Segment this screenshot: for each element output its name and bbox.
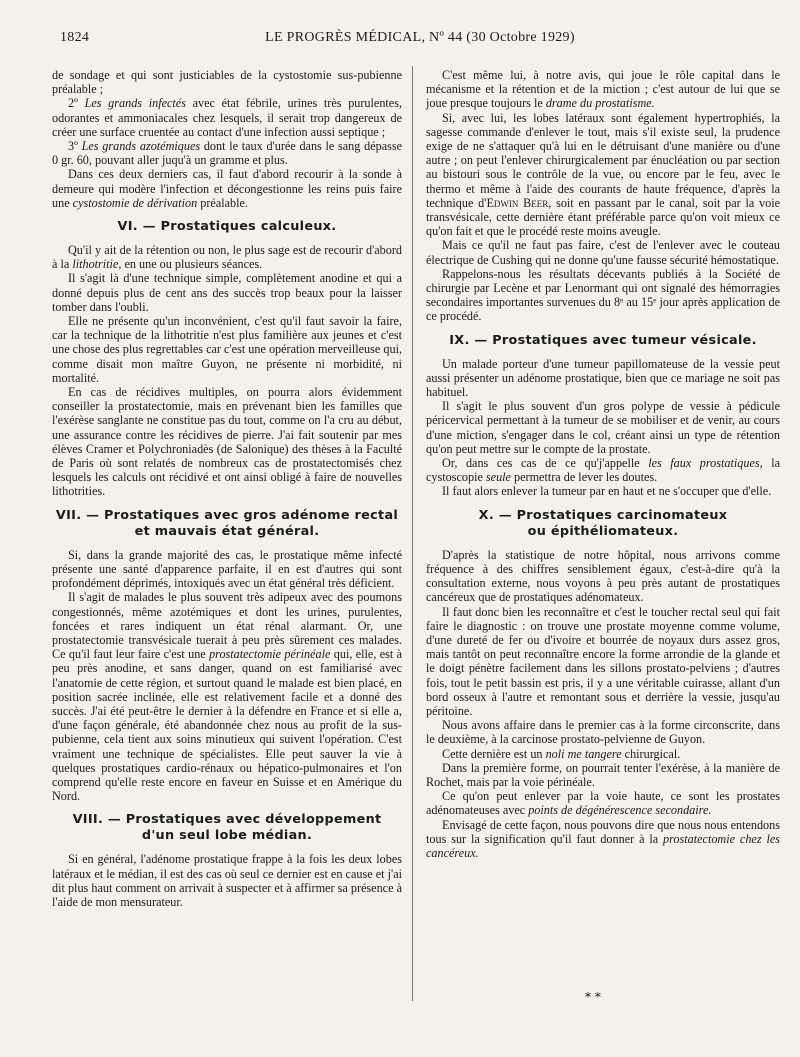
section-heading-vi: VI. — Prostatiques calculeux. — [117, 219, 337, 235]
paragraph: Elle ne présente qu'un inconvénient, c'est qu'il faut savoir la faire, car la technique de la lithotritie n'est plus familière aux jeunes et c'est une chose des plus regrettables car c'est une opération merveilleuse qui, comme disait mon maître Guyon, ne présente ni morbidité, ni mortalité. — [52, 314, 402, 385]
paragraph: Si en général, l'adénome prostatique frappe à la fois les deux lobes latéraux et le médian, il est des cas où seul ce dernier est en cause et j'ai dit plus haut comment on arrivait à suspecter et à affirmer sa présence à l'aide de mon mensurateur. — [52, 852, 402, 909]
section-heading-x: X. — Prostatiques carcinomateux ou épithéliomateux. — [478, 507, 728, 539]
paragraph: Si, dans la grande majorité des cas, le prostatique même infecté présente une santé d'apparence parfaite, il en est d'autres qui sont profondément déprimés, intoxiqués avec un état général très déficient. — [52, 547, 402, 591]
paragraph: Dans ces deux derniers cas, il faut d'abord recourir à la sonde à demeure qui modère l'infection et décongestionne les reins puis faire une cystostomie de dérivation préalable. — [52, 167, 402, 210]
paragraph: Un malade porteur d'une tumeur papillomateuse de la vessie peut aussi présenter un adénome prostatique, bien que ce mariage ne soit pas habituel. — [426, 356, 780, 400]
paragraph: Si, avec lui, les lobes latéraux sont également hypertrophiés, la sagesse commande d'enlever le tout, mais s'il existe seul, la prudence exige de ne s'attaquer qu'à lui en le détruisant d'une manière ou d'une autre ; on peut l'enlever chirurgicalement par énucléation ou par section au bistouri sous le contrôle de la vue, ou encore par le feu, avec le thermo et même à l'aide des courants de haute fréquence, d'après la technique d'Edwin Beer, soit en passant par le canal, soit par la voie transvésicale, cette dernière étant préférable parce qu'on voit mieux ce qu'on fait et que le procédé reste moins aveugle. — [426, 110, 780, 239]
paragraph: Nous avons affaire dans le premier cas à la forme circonscrite, dans le deuxième, à la carcinose prostato-pelvienne de Guyon. — [426, 718, 780, 747]
paragraph: Il faut donc bien les reconnaître et c'est le toucher rectal seul qui fait faire le diagnostic : on trouve une prostate moyenne comme volume, d'une dureté de fer ou d'ivoire et bourrée de noyaux durs assez gros, mais tantôt on peut reconnaître encore la forme arrondie de la glande et le doigt pénètre facilement dans les sillons prostato-pelviens ; d'autres fois, tout le petit bassin est pris, il y a une véritable cuirasse, allant d'un bord osseux à l'autre et remontant sous et derrière la vessie, jusqu'au péritoine. — [426, 604, 780, 718]
paragraph: de sondage et qui sont justiciables de la cystostomie sus-pubienne préalable ; — [52, 68, 402, 97]
paragraph: Cette dernière est un noli me tangere chirurgical. — [442, 746, 681, 761]
paragraph: Or, dans ces cas de ce qu'j'appelle les faux prostatiques, la cystoscopie seule permettra de lever les doutes. — [426, 456, 781, 485]
paragraph: 2º Les grands infectés avec état fébrile, urines très purulentes, odorantes et ammoniacales chez lesquels, il serait trop dangereux de créer une surface cruentée au contact d'une infection aussi septique ; — [52, 96, 403, 139]
paragraph: Ce qu'on peut enlever par la voie haute, ce sont les prostates adénomateuses avec points de dégénérescence secondaire. — [426, 789, 780, 818]
paragraph: Mais ce qu'il ne faut pas faire, c'est de l'enlever avec le couteau électrique de Cushing qui ne donne qu'une fausse sécurité hémostatique. — [426, 238, 780, 267]
paragraph: Rappelons-nous les résultats décevants publiés à la Société de chirurgie par Lecène et par Lenormant qui ont signalé des hémorragies secondaires importantes survenues du 8ᵉ au 15ᵉ jour après application de ce procédé. — [426, 266, 780, 324]
section-heading-viii: VIII. — Prostatiques avec développement d'un seul lobe médian. — [72, 812, 382, 844]
section-separator-asterisks: * * — [585, 990, 601, 1004]
section-heading-vii: VII. — Prostatiques avec gros adénome rectal et mauvais état général. — [55, 507, 399, 539]
left-column — [52, 68, 402, 909]
paragraph: Il faut alors enlever la tumeur par en haut et ne s'occuper que d'elle. — [442, 484, 772, 499]
column-divider — [412, 66, 413, 1001]
paragraph: C'est même lui, à notre avis, qui joue le rôle capital dans le mécanisme et la rétention et de la miction ; c'est autour de lui que se joue presque toujours le drame du prostatisme. — [426, 68, 780, 111]
paragraph: D'après la statistique de notre hôpital, nous arrivons comme fréquence à des chiffres sensiblement égaux, c'est-à-dire qu'à la consultation externe, nous voyons à peu près autant de prostatiques cancéreux que de prostatiques adénomateux. — [426, 547, 780, 605]
paragraph: Il s'agit le plus souvent d'un gros polype de vessie à pédicule péricervical permettant à la tumeur de se mobiliser et de venir, au cours d'une miction, s'engager dans le col, créant ainsi un type de rétention qu'on peut mettre sur le compte de la prostate. — [426, 399, 780, 456]
paragraph: Il s'agit de malades le plus souvent très adipeux avec des poumons congestionnés, même azotémiques et dont les urines, purulentes, foncées et rares indiquent un état rénal alarmant. Or, une prostatectomie transvésicale tuerait à peu près sûrement ces malades. Ce qu'il faut leur faire c'est une prostatectomie périnéale qui, elle, est à peu près anodine, et sans danger, quand on est familiarisé avec l'anatomie de cette région, et surtout quand le malade est bien placé, en position sacrée inclinée, elle est relativement facile et a donné des succès. J'ai été peut-être le dernier à la défendre en France et si elle a, d'une façon générale, été abandonnée chez nous au profit de la sus-pubienne, cela tient aux soins minutieux qui suivent l'opération. C'est vraiment une technique de spécialistes. Elle peut sauver la vie à quelques prostatiques cardio-rénaux ou hépatico-pulmonaires et l'on comprend qu'elle reste encore en faveur en Suisse et en Amérique du Nord. — [52, 590, 402, 804]
right-column — [426, 68, 780, 860]
paragraph: Qu'il y ait de la rétention ou non, le plus sage est de recourir d'abord à la lithotritie, en une ou plusieurs séances. — [52, 243, 402, 272]
section-heading-ix: IX. — Prostatiques avec tumeur vésicale. — [449, 332, 757, 348]
paragraph: Dans la première forme, on pourrait tenter l'exérèse, à la manière de Rochet, mais par la voie périnéale. — [426, 760, 780, 789]
paragraph: Il s'agit là d'une technique simple, complètement anodine et qui a donné depuis plus de cent ans des succès trop beaux pour la laisser tomber dans l'oubli. — [52, 271, 402, 314]
paragraph: 3º Les grands azotémiques dont le taux d'urée dans le sang dépasse 0 gr. 60, pouvant aller juqu'à un gramme et plus. — [52, 139, 402, 168]
page-number: 1824 — [60, 30, 90, 45]
paragraph: En cas de récidives multiples, on pourra alors évidemment conseiller la prostatectomie, mais en prévenant bien les familles que l'exérèse sanglante ne constitue pas du tout, comme on l'a cru au début, une assurance contre les récidives de pierre. J'ai fait soutenir par mes élèves Cramer et Polychroniadès (de Salonique) des thèses à la Faculté de Paris où sont relatés de nombreux cas de prostatectomisés chez lesquels les calculs ont récidivé et ont ainsi obligé à faire de nouvelles lithotrities. — [52, 385, 402, 499]
running-title: LE PROGRÈS MÉDICAL, Nº 44 (30 Octobre 1929) — [265, 30, 575, 45]
paragraph: Envisagé de cette façon, nous pouvons dire que nous nous entendons tous sur la signification qu'il faut donner à la prostatectomie chez les cancéreux. — [426, 817, 780, 860]
running-header — [60, 30, 780, 50]
